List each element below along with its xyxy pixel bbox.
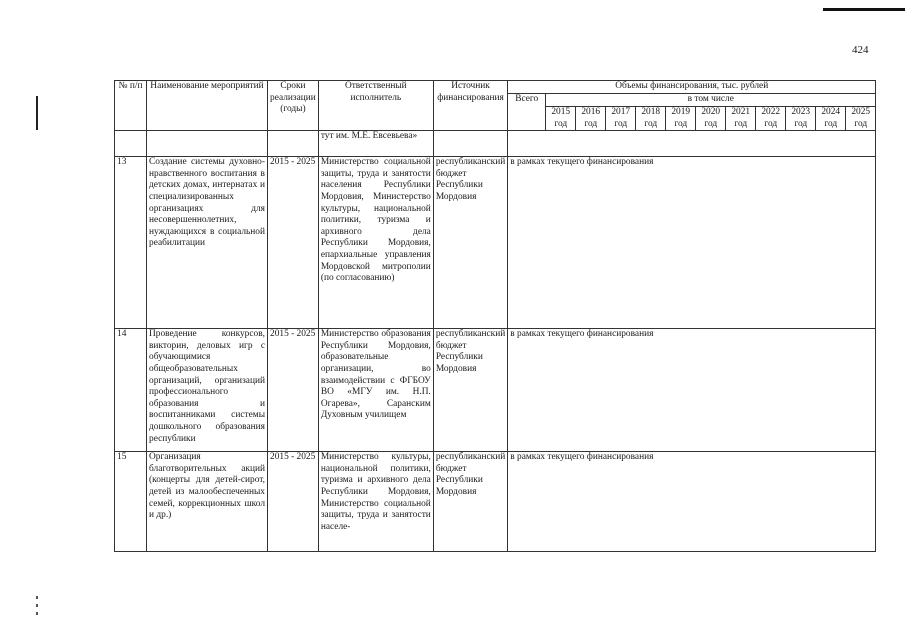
scan-speck	[36, 604, 38, 607]
row-terms: 2015 - 2025	[268, 329, 319, 452]
table-header-row	[115, 81, 876, 94]
row-responsible: тут им. М.Е. Евсевьева»	[318, 131, 433, 157]
header-year: 2016 год	[576, 107, 606, 131]
row-name: Организация благотворительных акций (концерты для детей-сирот, детей из малообеспеченных семей, коррекционных школ и др.)	[147, 452, 268, 552]
row-financing: в рамках текущего финансирования	[508, 329, 876, 452]
row-terms: 2015 - 2025	[268, 452, 319, 552]
row-responsible: Министерство образования Республики Мордовия, образовательные организации, во взаимодействии с ФГБОУ ВО «МГУ им. Н.П. Огарева», Саранским Духовным училищем	[318, 329, 433, 452]
row-responsible: Министерство культуры, национальной политики, туризма и архивного дела Республики Мордовия, Министерство социальной защиты, труда и занятости населе-	[318, 452, 433, 552]
row-name	[147, 131, 268, 157]
row-num	[115, 131, 147, 157]
header-source: Источник финансирования	[433, 81, 507, 131]
scan-speck	[36, 612, 38, 615]
row-financing	[508, 131, 876, 157]
table-row	[115, 329, 876, 452]
page-number: 424	[852, 44, 869, 56]
row-num: 15	[115, 452, 147, 552]
header-terms: Сроки реализации (годы)	[268, 81, 319, 131]
header-year: 2025 год	[846, 107, 876, 131]
scan-edge-mark	[823, 8, 905, 11]
header-year: 2024 год	[816, 107, 846, 131]
financing-table	[114, 80, 876, 552]
table-row	[115, 157, 876, 329]
row-num: 13	[115, 157, 147, 329]
row-name: Проведение конкурсов, викторин, деловых игр с обучающимися общеобразовательных организаций, организаций профессионального образования и воспитанниками системы дошкольного образования республики	[147, 329, 268, 452]
header-year: 2018 год	[636, 107, 666, 131]
row-source: республиканский бюджет Республики Мордовия	[433, 452, 507, 552]
header-total: Всего	[508, 94, 546, 131]
header-year: 2020 год	[696, 107, 726, 131]
table-row	[115, 452, 876, 552]
row-source: республиканский бюджет Республики Мордовия	[433, 157, 507, 329]
header-volumes: Объемы финансирования, тыс. рублей	[508, 81, 876, 94]
scan-edge-mark	[36, 96, 38, 130]
header-including: в том числе	[546, 94, 876, 107]
header-name: Наименование мероприятий	[147, 81, 268, 131]
scan-speck	[36, 596, 38, 599]
header-year: 2017 год	[606, 107, 636, 131]
header-year: 2022 год	[756, 107, 786, 131]
row-responsible: Министерство социальной защиты, труда и занятости населения Республики Мордовия, Министерство культуры, национальной политики, туризма и архивного дела Республики Мордовия, епархиальные управления Мордовской митрополии (по согласованию)	[318, 157, 433, 329]
table-row	[115, 131, 876, 157]
row-financing: в рамках текущего финансирования	[508, 157, 876, 329]
header-year: 2019 год	[666, 107, 696, 131]
row-terms	[268, 131, 319, 157]
header-year: 2023 год	[786, 107, 816, 131]
row-source: республиканский бюджет Республики Мордовия	[433, 329, 507, 452]
header-year: 2015 год	[546, 107, 576, 131]
row-name: Создание системы духовно-нравственного воспитания в детских домах, интернатах и специализированных организациях для несовершеннолетних, нуждающихся в социальной реабилитации	[147, 157, 268, 329]
row-terms: 2015 - 2025	[268, 157, 319, 329]
row-num: 14	[115, 329, 147, 452]
row-source	[433, 131, 507, 157]
header-num: № п/п	[115, 81, 147, 131]
header-responsible: Ответственный исполнитель	[318, 81, 433, 131]
row-financing: в рамках текущего финансирования	[508, 452, 876, 552]
header-year: 2021 год	[726, 107, 756, 131]
